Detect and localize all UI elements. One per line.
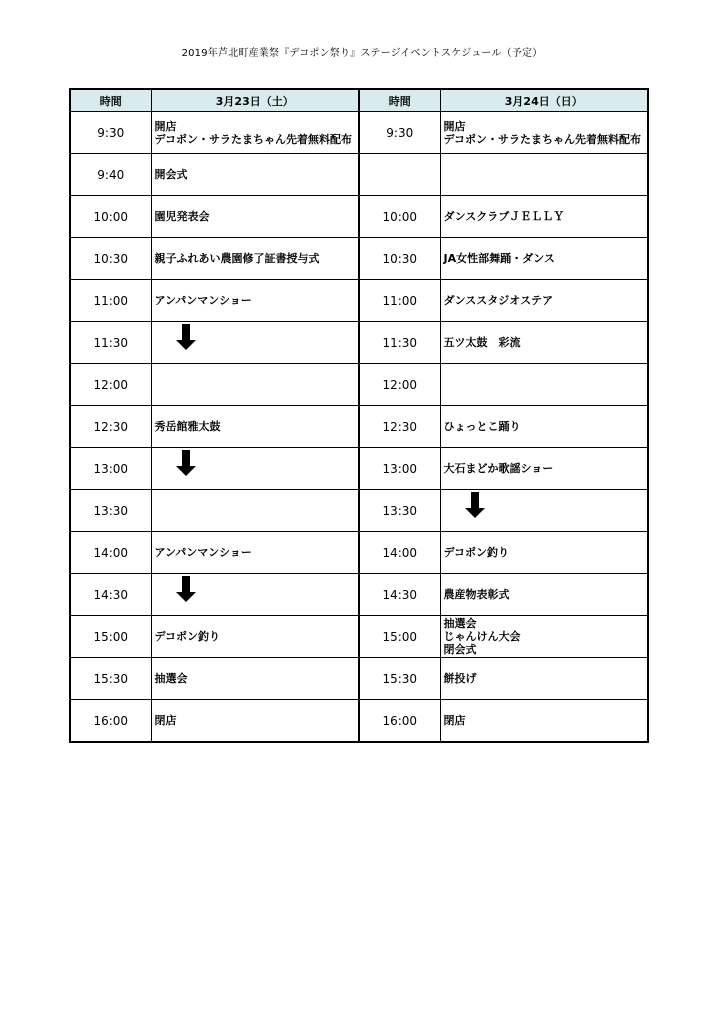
event-cell-day2 <box>440 406 648 448</box>
event-label: 親子ふれあい農園修了証書授与式 <box>154 252 320 265</box>
event-label: 閉会式 <box>443 643 477 656</box>
event-cell-day1 <box>151 616 359 658</box>
time-cell-day1: 15:30 <box>70 658 151 700</box>
event-cell-day1 <box>151 154 359 196</box>
schedule-row <box>70 658 648 700</box>
time-cell-day1: 14:30 <box>70 574 151 616</box>
day1-header: 3月23日（土） <box>151 89 359 112</box>
event-cell-day2 <box>440 112 648 154</box>
event-label: アンパンマンショー <box>154 294 252 307</box>
event-cell-day2 <box>440 196 648 238</box>
event-cell-day1 <box>151 196 359 238</box>
event-cell-day2 <box>440 616 648 658</box>
time-cell-day1: 13:00 <box>70 448 151 490</box>
event-cell-day2 <box>440 700 648 743</box>
event-label: デコポン釣り <box>154 630 221 643</box>
page-title: 2019年芦北町産業祭『デコポン祭り』ステージイベントスケジュール（予定） <box>181 48 543 59</box>
schedule-row <box>70 616 648 658</box>
time-cell-day1: 16:00 <box>70 700 151 743</box>
time-cell-day2: 10:00 <box>359 196 440 238</box>
event-label: 農産物表彰式 <box>443 588 510 601</box>
time-cell-day2: 9:30 <box>359 112 440 154</box>
schedule-body <box>70 112 648 743</box>
event-label: ひょっとこ踊り <box>443 420 521 433</box>
event-cell-day1 <box>151 364 359 406</box>
time-cell-day2: 10:30 <box>359 238 440 280</box>
event-label: 開店 <box>154 119 177 133</box>
schedule-row <box>70 490 648 532</box>
schedule-row <box>70 364 648 406</box>
time-cell-day2: 11:00 <box>359 280 440 322</box>
schedule-row <box>70 112 648 154</box>
schedule-table <box>69 88 649 743</box>
schedule-row <box>70 196 648 238</box>
time-cell-day1: 12:00 <box>70 364 151 406</box>
event-label: 開店 <box>443 119 466 133</box>
time-cell-day1: 10:00 <box>70 196 151 238</box>
event-cell-day2 <box>440 154 648 196</box>
time-header-day2: 時間 <box>359 89 440 112</box>
schedule-row <box>70 322 648 364</box>
event-label: 大石まどか歌謡ショー <box>443 462 554 475</box>
time-cell-day2: 12:30 <box>359 406 440 448</box>
event-cell-day2 <box>440 238 648 280</box>
event-cell-day2 <box>440 574 648 616</box>
schedule-row <box>70 406 648 448</box>
time-cell-day1: 11:30 <box>70 322 151 364</box>
event-cell-day2 <box>440 364 648 406</box>
time-cell-day2: 11:30 <box>359 322 440 364</box>
event-label: 餅投げ <box>443 672 477 685</box>
event-cell-day2 <box>440 658 648 700</box>
event-label: 秀岳館雅太鼓 <box>154 420 221 433</box>
time-cell-day1: 15:00 <box>70 616 151 658</box>
event-cell-day2 <box>440 490 648 532</box>
time-cell-day2: 14:00 <box>359 532 440 574</box>
event-cell-day2 <box>440 280 648 322</box>
event-label: ダンススタジオステア <box>443 294 553 307</box>
time-cell-day1: 12:30 <box>70 406 151 448</box>
time-cell-day1: 13:30 <box>70 490 151 532</box>
time-cell-day2: 16:00 <box>359 700 440 743</box>
time-cell-day2 <box>359 154 440 196</box>
time-cell-day2: 13:30 <box>359 490 440 532</box>
event-cell-day2 <box>440 322 648 364</box>
event-label: デコポン釣り <box>443 546 510 559</box>
event-cell-day1 <box>151 322 359 364</box>
time-cell-day2: 13:00 <box>359 448 440 490</box>
event-cell-day1 <box>151 406 359 448</box>
event-label: 園児発表会 <box>154 210 210 223</box>
time-header-day1: 時間 <box>70 89 151 112</box>
schedule-row <box>70 448 648 490</box>
event-cell-day1 <box>151 658 359 700</box>
time-cell-day1: 14:00 <box>70 532 151 574</box>
event-cell-day1 <box>151 238 359 280</box>
event-cell-day1 <box>151 490 359 532</box>
time-cell-day2: 12:00 <box>359 364 440 406</box>
schedule-row <box>70 532 648 574</box>
event-cell-day2 <box>440 532 648 574</box>
time-cell-day1: 10:30 <box>70 238 151 280</box>
event-label: 開会式 <box>154 168 188 181</box>
event-label: 抽選会 <box>443 617 477 630</box>
schedule-row <box>70 574 648 616</box>
event-label: 抽選会 <box>154 672 188 685</box>
event-label: じゃんけん大会 <box>443 630 521 643</box>
time-cell-day1: 11:00 <box>70 280 151 322</box>
event-cell-day2 <box>440 448 648 490</box>
schedule-row <box>70 280 648 322</box>
event-cell-day1 <box>151 700 359 743</box>
event-label: JA女性部舞踊・ダンス <box>443 252 555 265</box>
schedule-row <box>70 700 648 743</box>
time-cell-day2: 15:30 <box>359 658 440 700</box>
schedule-row <box>70 154 648 196</box>
time-cell-day1: 9:30 <box>70 112 151 154</box>
day2-header: 3月24日（日） <box>440 89 648 112</box>
header-row <box>70 89 648 112</box>
event-label: アンパンマンショー <box>154 546 252 559</box>
event-label: 五ツ太鼓 彩流 <box>443 336 521 349</box>
event-cell-day1 <box>151 448 359 490</box>
event-label: 閉店 <box>443 714 466 727</box>
event-cell-day1 <box>151 112 359 154</box>
schedule-row <box>70 238 648 280</box>
event-cell-day1 <box>151 574 359 616</box>
event-label: ダンスクラブＪＥＬＬＹ <box>443 210 565 223</box>
event-label: デコポン・サラたまちゃん先着無料配布 <box>154 132 353 146</box>
event-cell-day1 <box>151 280 359 322</box>
event-label: 閉店 <box>154 714 177 727</box>
time-cell-day2: 15:00 <box>359 616 440 658</box>
event-cell-day1 <box>151 532 359 574</box>
time-cell-day1: 9:40 <box>70 154 151 196</box>
time-cell-day2: 14:30 <box>359 574 440 616</box>
event-label: デコポン・サラたまちゃん先着無料配布 <box>443 132 642 146</box>
